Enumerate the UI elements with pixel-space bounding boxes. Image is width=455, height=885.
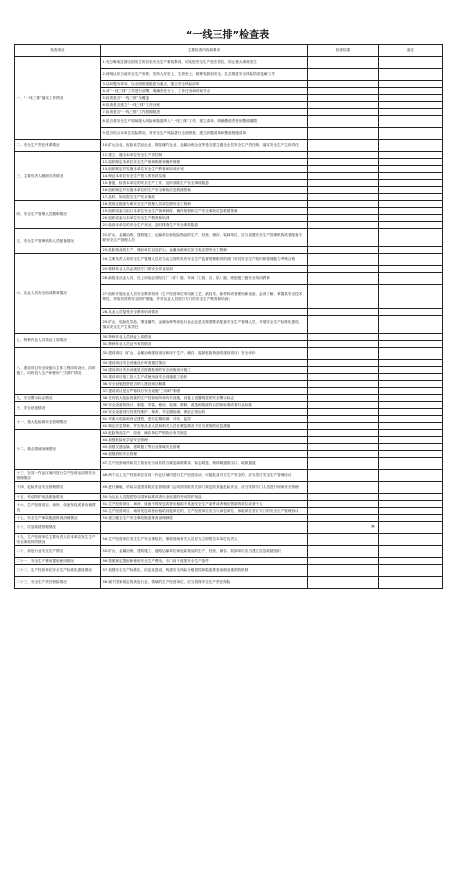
result-cell[interactable] xyxy=(308,482,379,494)
project-cell: 八、建设项目安全设施与主体工程同时设计、同时施工、同时投入生产和使用“三同时”情况 xyxy=(15,348,101,395)
result-cell[interactable] xyxy=(308,95,379,102)
note-cell[interactable] xyxy=(379,254,443,266)
content-cell: 34.建设项目安全设施是否按照批准的安全设施设计施工 xyxy=(101,367,308,374)
note-cell[interactable] xyxy=(379,515,443,522)
content-cell: 21.检查本单位的安全生产状况，及时排查生产安全事故隐患 xyxy=(101,222,308,229)
result-cell[interactable] xyxy=(308,367,379,374)
table-row xyxy=(15,522,443,534)
table-row xyxy=(15,482,443,494)
result-cell[interactable] xyxy=(308,180,379,187)
content-cell: 38.在有较大危险因素的生产经营场所和有关设施、设备上设置明显的安全警示标志 xyxy=(101,395,308,402)
content-cell: 44.加强危险化学品安全管理 xyxy=(101,437,308,444)
project-cell: 十五、劳动防护用品配备情况 xyxy=(15,494,101,501)
table-row xyxy=(15,395,443,402)
note-cell[interactable] xyxy=(379,409,443,416)
content-cell: 41.对重大危险源登记建档，进行定期检测、评估、监控 xyxy=(101,416,308,423)
table-row xyxy=(15,152,443,159)
note-cell[interactable] xyxy=(379,348,443,360)
content-cell: 1.充分吸取近期全国发生的各类安全生产事故教训，切实把安全生产放在首位，防止重大事故发生 xyxy=(101,57,308,69)
note-cell[interactable] xyxy=(379,558,443,565)
note-cell[interactable] xyxy=(379,222,443,229)
note-cell[interactable] xyxy=(379,180,443,187)
note-cell[interactable] xyxy=(379,565,443,577)
table-row xyxy=(15,470,443,482)
content-cell: 10.矿山企业、危险化学品企业、烟花爆竹企业、金属冶炼企业等是否建立健全全员安全生产责任制，落实安全生产主体责任 xyxy=(101,140,308,152)
note-cell[interactable] xyxy=(379,109,443,116)
project-cell: 二十一、安全生产费用提取使用情况 xyxy=(15,558,101,565)
note-cell[interactable] xyxy=(379,482,443,494)
note-cell[interactable] xyxy=(379,437,443,444)
content-cell: 47.生产经营场所和员工宿舍应当设有符合紧急疏散要求、标志明显、保持畅通的出口、疏散通道 xyxy=(101,458,308,470)
note-cell[interactable] xyxy=(379,273,443,285)
project-cell: 四、安全生产管理人员履职情况 xyxy=(15,201,101,229)
result-cell[interactable] xyxy=(308,266,379,273)
result-cell[interactable] xyxy=(308,334,379,341)
result-cell[interactable] xyxy=(308,494,379,501)
result-cell[interactable] xyxy=(308,128,379,140)
table-row xyxy=(15,229,443,247)
table-row xyxy=(15,348,443,360)
note-cell[interactable] xyxy=(379,522,443,534)
project-cell: 一、“一线三排”落实工作情况 xyxy=(15,57,101,140)
content-cell xyxy=(101,522,308,534)
result-cell[interactable] xyxy=(308,316,379,334)
project-cell: 十二、重点领域治理情况 xyxy=(15,430,101,470)
content-cell: 30.特种作业人员持证上岗情况 xyxy=(101,334,308,341)
content-cell: 23.危险物品的生产、储存单位以及矿山、金属冶炼单位应当有注册安全工程师 xyxy=(101,247,308,254)
table-row xyxy=(15,565,443,577)
result-cell[interactable]: ✕ xyxy=(308,522,379,534)
content-cell: 22.矿山、金属冶炼、建筑施工、运输单位和危险物品的生产、经营、储存、装卸单位，应当设置安全生产管理机构或者配备专职安全生产管理人员 xyxy=(101,229,308,247)
result-cell[interactable] xyxy=(308,577,379,589)
note-cell[interactable] xyxy=(379,309,443,316)
note-cell[interactable] xyxy=(379,367,443,374)
content-cell: 28.从业人员接受安全教育培训情况 xyxy=(101,309,308,316)
project-cell: 十九、生产经营单位主要负责人在本单位发生生产安全事故时的情况 xyxy=(15,534,101,546)
project-cell: 五、安全生产管理机构人员配备情况 xyxy=(15,229,101,254)
header-row xyxy=(15,45,443,57)
note-cell[interactable] xyxy=(379,341,443,348)
result-cell[interactable] xyxy=(308,508,379,515)
note-cell[interactable] xyxy=(379,159,443,166)
content-cell: 6.检查是否建立“一线三排”工作台账 xyxy=(101,102,308,109)
content-cell: 12.组织制定本单位安全生产规章制度和操作规程 xyxy=(101,159,308,166)
result-cell[interactable] xyxy=(308,381,379,388)
content-cell: 20.组织或参与本单位安全生产教育和培训 xyxy=(101,215,308,222)
result-cell[interactable] xyxy=(308,222,379,229)
project-cell: 十一、重大危险源安全管理情况 xyxy=(15,416,101,430)
content-cell: 42.制定应急预案，并告知从业人员和相关人员在紧急情况下应当采取的应急措施 xyxy=(101,423,308,430)
content-cell: 48.两个以上生产经营单位在同一作业区域内进行生产经营活动，可能危及对方生产安全的，应当签订安全生产管理协议 xyxy=(101,470,308,482)
content-cell: 45.加强交通运输、建筑施工等行业领域安全管理 xyxy=(101,444,308,451)
result-cell[interactable] xyxy=(308,69,379,81)
result-cell[interactable] xyxy=(308,470,379,482)
result-cell[interactable] xyxy=(308,166,379,173)
note-cell[interactable] xyxy=(379,215,443,222)
content-cell: 25.特种作业人员必须经专门的安全作业培训 xyxy=(101,266,308,273)
note-cell[interactable] xyxy=(379,247,443,254)
note-cell[interactable] xyxy=(379,285,443,309)
content-cell: 54.生产经营单位发生生产安全事故后，事故现场有关人员应当立即报告本单位负责人 xyxy=(101,534,308,546)
result-cell[interactable] xyxy=(308,208,379,215)
table-row xyxy=(15,334,443,341)
checklist-body xyxy=(15,57,443,589)
result-cell[interactable] xyxy=(308,409,379,416)
result-cell[interactable] xyxy=(308,360,379,367)
note-cell[interactable] xyxy=(379,166,443,173)
note-cell[interactable] xyxy=(379,266,443,273)
table-row xyxy=(15,201,443,208)
project-cell: 十三、在同一作业区域内进行生产经营活动的安全管理情况 xyxy=(15,470,101,482)
note-cell[interactable] xyxy=(379,546,443,558)
note-cell[interactable] xyxy=(379,451,443,458)
note-cell[interactable] xyxy=(379,208,443,215)
table-row xyxy=(15,494,443,501)
result-cell[interactable] xyxy=(308,430,379,437)
result-cell[interactable] xyxy=(308,444,379,451)
result-cell[interactable] xyxy=(308,534,379,546)
content-cell: 31.特种作业人员证书有效情况 xyxy=(101,341,308,348)
note-cell[interactable] xyxy=(379,577,443,589)
project-cell: 十四、危险作业安全管理情况 xyxy=(15,482,101,494)
note-cell[interactable] xyxy=(379,470,443,482)
content-cell: 11.建立、健全本单位安全生产责任制 xyxy=(101,152,308,159)
content-cell: 33.建设项目安全设施设计审查通过情况 xyxy=(101,360,308,367)
project-cell: 十八、应急救援管理情况 xyxy=(15,522,101,534)
project-cell: 二十三、安全生产责任保险情况 xyxy=(15,577,101,589)
note-cell[interactable] xyxy=(379,360,443,367)
project-cell: 二十、高危行业安全生产情况 xyxy=(15,546,101,558)
note-cell[interactable] xyxy=(379,458,443,470)
note-cell[interactable] xyxy=(379,430,443,437)
note-cell[interactable] xyxy=(379,423,443,430)
project-cell: 十七、安全生产事故隐患排查治理情况 xyxy=(15,515,101,522)
content-cell: 40.安全设备进行经常性维护、保养，并定期检测，保证正常运转 xyxy=(101,409,308,416)
note-cell[interactable] xyxy=(379,69,443,81)
project-cell: 九、安全警示标志情况 xyxy=(15,395,101,402)
note-cell[interactable] xyxy=(379,116,443,128)
table-row xyxy=(15,534,443,546)
content-cell: 49.进行爆破、吊装以及国务院应急管理部门会同国务院有关部门规定的其他危险作业，应当安排专门人员进行现场安全管理 xyxy=(101,482,308,494)
note-cell[interactable] xyxy=(379,395,443,402)
result-cell[interactable] xyxy=(308,501,379,508)
note-cell[interactable] xyxy=(379,381,443,388)
content-cell: 55.矿山、金属冶炼、建筑施工、道路运输单位和危险物品的生产、经营、储存、装卸单位应当建立应急救援组织 xyxy=(101,546,308,558)
note-cell[interactable] xyxy=(379,173,443,180)
table-row xyxy=(15,558,443,565)
result-cell[interactable] xyxy=(308,285,379,309)
table-row xyxy=(15,515,443,522)
table-row xyxy=(15,546,443,558)
result-cell[interactable] xyxy=(308,309,379,316)
result-cell[interactable] xyxy=(308,416,379,423)
note-cell[interactable] xyxy=(379,128,443,140)
content-cell: 46.加强消防安全管理 xyxy=(101,451,308,458)
table-row xyxy=(15,57,443,69)
note-cell[interactable] xyxy=(379,102,443,109)
note-cell[interactable] xyxy=(379,388,443,395)
content-cell: 7.检查是否“一线三排”工作按期推进 xyxy=(101,109,308,116)
note-cell[interactable] xyxy=(379,194,443,201)
content-cell: 27.组织开展从业人员安全教育培训（生产经营单位采用新工艺、新技术、新材料或者使用新设备，必须了解、掌握其安全技术特性，采取有效的安全防护措施，并对从业人员进行专门的安全生产教育和培训） xyxy=(101,285,308,309)
table-row xyxy=(15,140,443,152)
project-cell: 十、安全设备情况 xyxy=(15,402,101,416)
result-cell[interactable] xyxy=(308,402,379,409)
result-cell[interactable] xyxy=(308,215,379,222)
table-row xyxy=(15,254,443,266)
note-cell[interactable] xyxy=(379,57,443,69)
note-cell[interactable] xyxy=(379,508,443,515)
note-cell[interactable] xyxy=(379,229,443,247)
result-cell[interactable] xyxy=(308,229,379,247)
result-cell[interactable] xyxy=(308,247,379,254)
result-cell[interactable] xyxy=(308,388,379,395)
result-cell[interactable] xyxy=(308,57,379,69)
project-cell: 三、主要负责人履职尽责情况 xyxy=(15,152,101,201)
result-cell[interactable] xyxy=(308,273,379,285)
note-cell[interactable] xyxy=(379,334,443,341)
result-cell[interactable] xyxy=(308,565,379,577)
project-cell: 二十二、生产经营单位安全生产标准化建设情况 xyxy=(15,565,101,577)
result-cell[interactable] xyxy=(308,341,379,348)
header-note: 备注 xyxy=(379,45,443,57)
content-cell: 18.按规定配备专职安全生产管理人员或注册安全工程师 xyxy=(101,201,308,208)
result-cell[interactable] xyxy=(308,140,379,152)
result-cell[interactable] xyxy=(308,451,379,458)
content-cell: 4.对“一线三排”工作进行部署，明确责任分工、工作任务和时间节点 xyxy=(101,88,308,95)
project-cell: 二、安全生产责任体系情况 xyxy=(15,140,101,152)
result-cell[interactable] xyxy=(308,374,379,381)
note-cell[interactable] xyxy=(379,444,443,451)
content-cell: 56.按照规定提取和使用安全生产费用，专门用于改善安全生产条件 xyxy=(101,558,308,565)
document-title: “一线三排”检查表 xyxy=(185,30,270,41)
result-cell[interactable] xyxy=(308,187,379,194)
note-cell[interactable] xyxy=(379,187,443,194)
checklist-table xyxy=(14,44,443,589)
result-cell[interactable] xyxy=(308,515,379,522)
result-cell[interactable] xyxy=(308,152,379,159)
content-cell: 53.建立健全生产安全事故隐患排查治理制度 xyxy=(101,515,308,522)
result-cell[interactable] xyxy=(308,395,379,402)
note-cell[interactable] xyxy=(379,316,443,334)
note-cell[interactable] xyxy=(379,416,443,423)
content-cell: 26.新招录从业人员，在上岗前必须经过厂（矿）级、车间（工段、区、队）级、班组级三级安全培训教育 xyxy=(101,273,308,285)
result-cell[interactable] xyxy=(308,81,379,88)
result-cell[interactable] xyxy=(308,88,379,95)
content-cell: 32.建设项目（矿山、金属冶炼建设项目和用于生产、储存、装卸危险物品的建设项目）安全评价 xyxy=(101,348,308,360)
content-cell: 51.生产经营项目、场所、设备不得发包或者出租给不具备安全生产条件或者相应资质的单位或者个人 xyxy=(101,501,308,508)
result-cell[interactable] xyxy=(308,546,379,558)
note-cell[interactable] xyxy=(379,201,443,208)
content-cell: 15.督促、检查本单位的安全生产工作，及时消除生产安全事故隐患 xyxy=(101,180,308,187)
result-cell[interactable] xyxy=(308,173,379,180)
content-cell: 58.属于国家规定的高危行业、领域的生产经营单位，应当投保安全生产责任保险 xyxy=(101,577,308,589)
table-row xyxy=(15,402,443,409)
content-cell: 2.深刻认识当前安全生产形势，坚持人民至上、生命至上，统筹发展和安全，扎实推进安全风险防范化解工作 xyxy=(101,69,308,81)
content-cell: 36.安全设施投资是否纳入建设项目概算 xyxy=(101,381,308,388)
content-cell: 43.危险物品生产、经营、储存单位严格执行有关规定 xyxy=(101,430,308,437)
result-cell[interactable] xyxy=(308,254,379,266)
content-cell: 19.组织或参与拟订本单位安全生产规章制度、操作规程和生产安全事故应急救援预案 xyxy=(101,208,308,215)
result-cell[interactable] xyxy=(308,201,379,208)
header-result: 检查结果 xyxy=(308,45,379,57)
note-cell[interactable] xyxy=(379,402,443,409)
table-row xyxy=(15,430,443,437)
result-cell[interactable] xyxy=(308,194,379,201)
result-cell[interactable] xyxy=(308,458,379,470)
table-row xyxy=(15,501,443,508)
note-cell[interactable] xyxy=(379,534,443,546)
content-cell: 24.主要负责人和安全生产管理人员应当由主管的负有安全生产监督管理职责的部门对其安全生产知识和管理能力考核合格 xyxy=(101,254,308,266)
note-cell[interactable] xyxy=(379,88,443,95)
content-cell: 13.组织制定并实施本单位安全生产教育和培训计划 xyxy=(101,166,308,173)
content-cell: 57.加强安全生产标准化、信息化建设，构建安全风险分级管控和隐患排查治理双重预防机制 xyxy=(101,565,308,577)
table-row xyxy=(15,577,443,589)
content-cell: 52.生产经营项目、场所发包或者出租给其他单位的，生产经营单位应当与承包单位、承租单位签订专门的安全生产管理协议 xyxy=(101,508,308,515)
content-cell: 5.检查是否“一线三排”全覆盖 xyxy=(101,95,308,102)
content-cell: 8.是否将安全生产领域重大风险和隐患纳入“一线三排”工作，建立清单，明确整改责任和整改期限 xyxy=(101,116,308,128)
content-cell: 50.为从业人员提供符合国家标准或者行业标准的劳动防护用品 xyxy=(101,494,308,501)
result-cell[interactable] xyxy=(308,348,379,360)
project-cell: 十六、生产经营项目、场所、设备发包或者出租情况 xyxy=(15,501,101,515)
content-cell: 3.以问题为导向，以全面排查隐患为重点，建立安全风险清单 xyxy=(101,81,308,88)
result-cell[interactable] xyxy=(308,159,379,166)
note-cell[interactable] xyxy=(379,152,443,159)
note-cell[interactable] xyxy=(379,140,443,152)
project-cell: 六、从业人员安全培训教育情况 xyxy=(15,254,101,334)
result-cell[interactable] xyxy=(308,558,379,565)
content-cell: 16.组织制定并实施本单位的生产安全事故应急救援预案 xyxy=(101,187,308,194)
content-cell: 37.建设项目是否严格执行安全设施“三同时”制度 xyxy=(101,388,308,395)
note-cell[interactable] xyxy=(379,374,443,381)
content-cell: 9.是否结合本单位实际情况，对安全生产风险进行全面排查，建立问题清单和整改措施清单 xyxy=(101,128,308,140)
content-cell: 17.及时、如实报告生产安全事故 xyxy=(101,194,308,201)
content-cell: 39.安全设备的设计、制造、安装、使用、检测、维修、改造和报废符合国家标准或者行业标准 xyxy=(101,402,308,409)
content-cell: 29.矿山、危险化学品、烟花爆竹、金属冶炼等高危行业企业是否按照要求配备安全生产管理人员，开展安全生产标准化建设，落实安全生产主体责任 xyxy=(101,316,308,334)
header-project: 检查项目 xyxy=(15,45,101,57)
header-content: 主要检查内容和要求 xyxy=(101,45,308,57)
note-cell[interactable] xyxy=(379,494,443,501)
project-cell: 七、特种作业人员持证上岗情况 xyxy=(15,334,101,348)
result-cell[interactable] xyxy=(308,423,379,430)
note-cell[interactable] xyxy=(379,501,443,508)
note-cell[interactable] xyxy=(379,81,443,88)
result-cell[interactable] xyxy=(308,116,379,128)
result-cell[interactable] xyxy=(308,109,379,116)
result-cell[interactable] xyxy=(308,102,379,109)
result-cell[interactable] xyxy=(308,437,379,444)
note-cell[interactable] xyxy=(379,95,443,102)
content-cell: 35.建设项目竣工投入生产或使用前安全设施竣工验收 xyxy=(101,374,308,381)
content-cell: 14.保证本单位安全生产投入的有效实施 xyxy=(101,173,308,180)
table-row xyxy=(15,416,443,423)
